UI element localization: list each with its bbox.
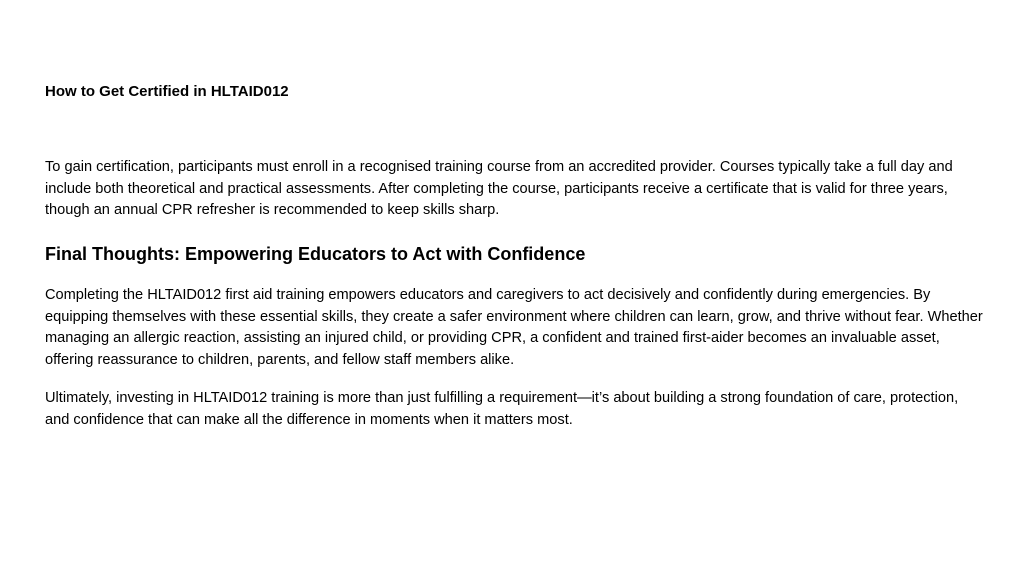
final-thoughts-heading: Final Thoughts: Empowering Educators to Act with Confidence (45, 244, 586, 264)
certification-paragraph: To gain certification, participants must enroll in a recognised training course from an accredited provider. Courses typically take a full day and include both theoretical and practical assessments. After completing the course, participants receive a certificate that is valid for three years, though an annual CPR refresher is recommended to keep skills sharp. (45, 159, 953, 218)
section-heading: How to Get Certified in HLTAID012 (45, 83, 289, 100)
final-thoughts-paragraph-1: Completing the HLTAID012 first aid training empowers educators and caregivers to act decisively and confidently during emergencies. By equipping themselves with these essential skills, they create a safer environment where children can learn, grow, and thrive without fear. Whether managing an allergic reaction, assisting an injured child, or providing CPR, a confident and trained first-aider becomes an invaluable asset, offering reassurance to children, parents, and fellow staff members alike. (45, 287, 983, 368)
final-thoughts-paragraph-2: Ultimately, investing in HLTAID012 training is more than just fulfilling a requirement—it’s about building a strong foundation of care, protection, and confidence that can make all the difference in moments when it matters most. (45, 390, 959, 428)
